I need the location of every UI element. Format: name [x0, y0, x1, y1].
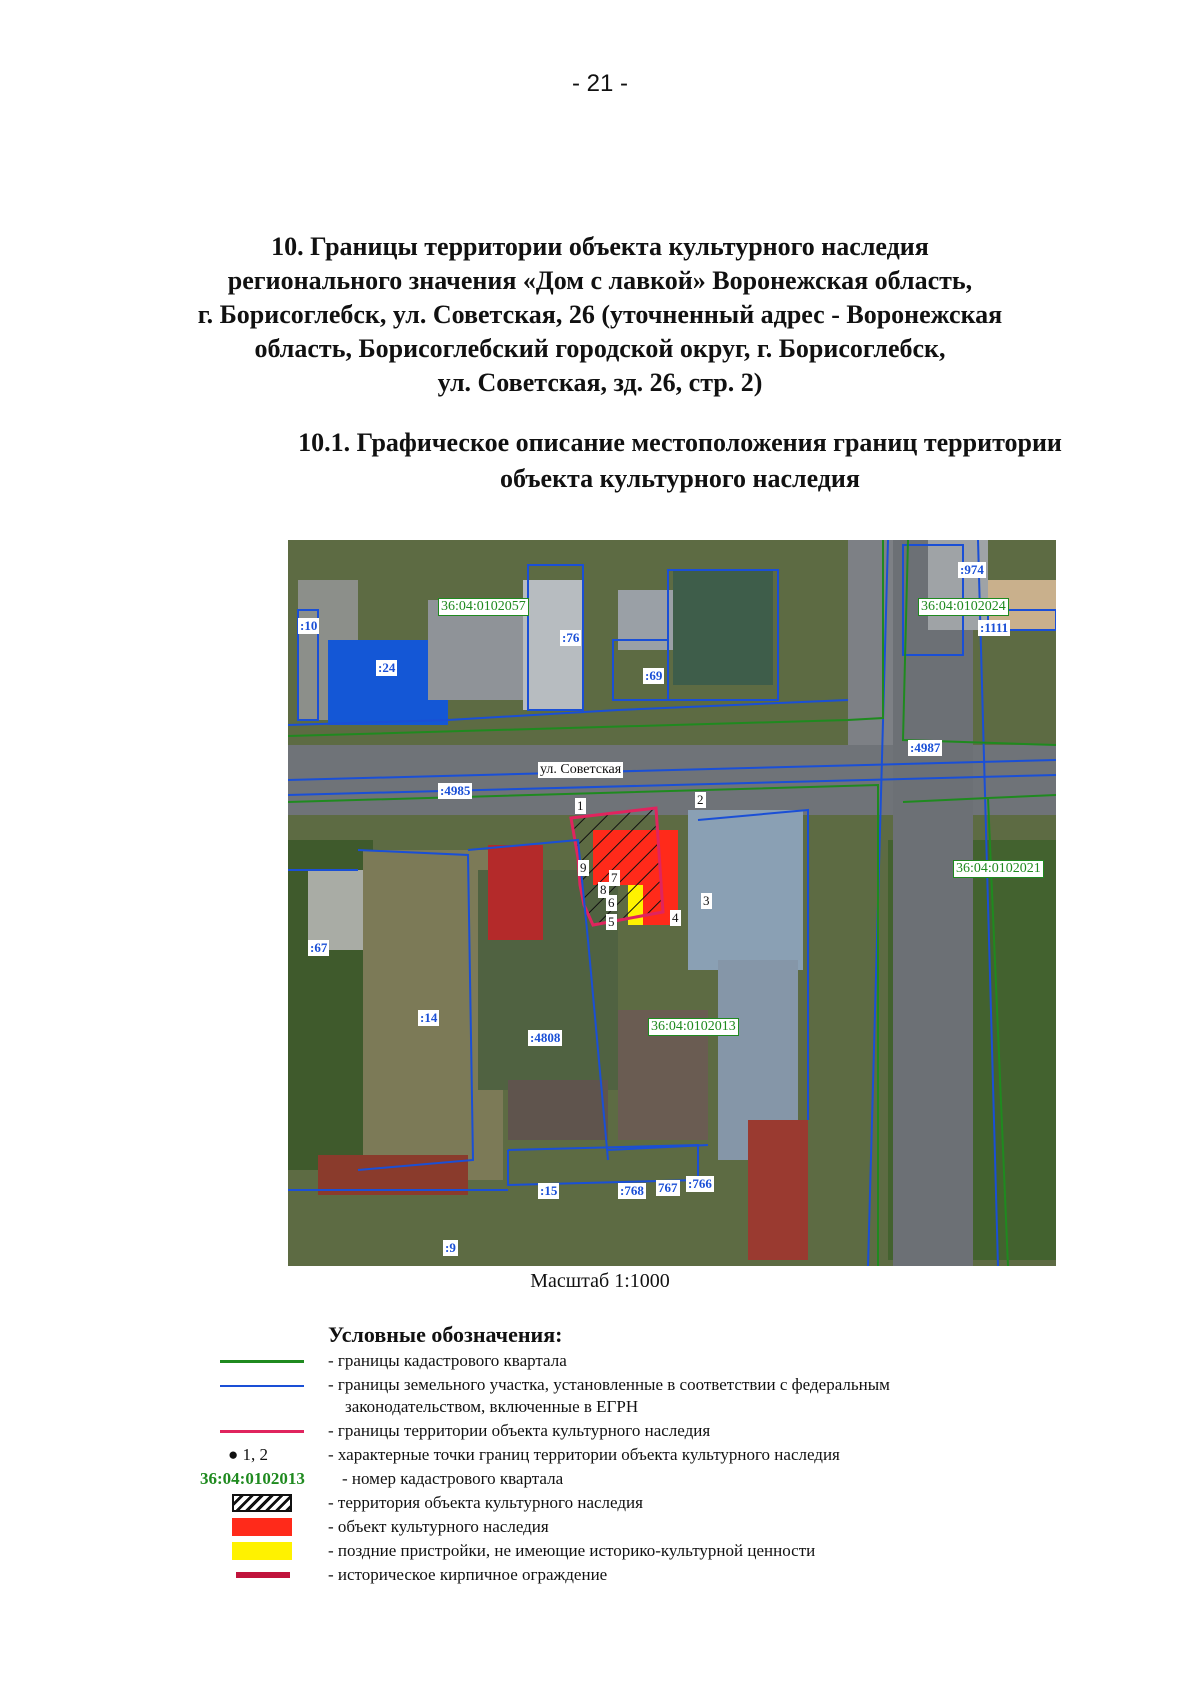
section-10-heading: [150, 230, 1050, 400]
hatch-box-icon: [232, 1494, 292, 1512]
point-label: 4: [672, 910, 679, 925]
legend-row-brick-fence: [170, 1564, 1070, 1586]
point-label: 5: [608, 914, 615, 929]
legend-text: - территория объекта культурного наследия: [328, 1493, 643, 1512]
heading-line: ул. Советская, зд. 26, стр. 2): [437, 368, 763, 397]
legend-title: Условные обозначения:: [328, 1322, 563, 1347]
parcel-label: :974: [960, 562, 984, 577]
heading-line: регионального значения «Дом с лавкой» Воронежская область,: [227, 266, 973, 295]
legend-symbol: [220, 1350, 304, 1372]
red-box-icon: [232, 1518, 292, 1536]
legend-row-quarter-boundary: [170, 1350, 1070, 1372]
building-red-roof: [488, 845, 543, 940]
legend-text-continued: законодательством, включенные в ЕГРН: [345, 1397, 639, 1416]
parcel-label: :4987: [910, 740, 941, 755]
legend-text: - поздние пристройки, не имеющие историко-культурной ценности: [328, 1541, 816, 1560]
parcel-label: :14: [420, 1010, 438, 1025]
building-green-roof: [673, 570, 773, 685]
legend-row-parcel-boundary: [170, 1374, 1070, 1416]
heading-line: г. Борисоглебск, ул. Советская, 26 (уточненный адрес - Воронежская: [197, 300, 1003, 329]
map-svg: [288, 540, 1056, 1266]
heading-line: 10. Границы территории объекта культурного наследия: [271, 232, 929, 261]
legend-text: - границы кадастрового квартала: [328, 1351, 567, 1370]
parcel-label: :9: [445, 1240, 456, 1255]
heading-line: область, Борисоглебский городской округ, г. Борисоглебск,: [254, 334, 946, 363]
heading-line: 10.1. Графическое описание местоположения границ территории: [298, 428, 1062, 457]
parcel-label: :24: [378, 660, 396, 675]
point-label: 3: [703, 893, 710, 908]
building: [508, 1080, 608, 1140]
green-line-icon: [220, 1360, 304, 1363]
legend-row-quarter-number: [170, 1468, 1070, 1490]
legend-symbol: [220, 1374, 304, 1396]
point-label: 8: [600, 882, 607, 897]
cadastral-map: [288, 540, 1056, 1266]
parcel-label: :67: [310, 940, 328, 955]
parcel-label: :1111: [980, 620, 1009, 635]
point-symbol-icon: ● 1, 2: [228, 1445, 269, 1464]
parcel-label: :4985: [440, 783, 471, 798]
legend-text: - границы земельного участка, установленные в соответствии с федеральным: [328, 1375, 890, 1394]
quarter-code-symbol: 36:04:0102013: [200, 1469, 305, 1488]
legend-row-heritage-object: [170, 1516, 1070, 1538]
legend-row-heritage-boundary: [170, 1420, 1070, 1442]
legend-row-heritage-territory: [170, 1492, 1070, 1514]
quarter-label: 36:04:0102024: [918, 598, 1009, 616]
parcel-label: :766: [688, 1176, 712, 1191]
point-label: 7: [611, 870, 618, 885]
legend-row-late-additions: [170, 1540, 1070, 1562]
quarter-label: 36:04:0102013: [648, 1018, 739, 1036]
building-red-roof: [748, 1120, 808, 1260]
building: [308, 870, 363, 950]
page-number: - 21 -: [571, 70, 628, 97]
parcel-label: :15: [540, 1183, 558, 1198]
heading-line: объекта культурного наследия: [500, 464, 860, 493]
building: [688, 810, 803, 970]
blue-line-icon: [220, 1385, 304, 1387]
parcel-label: :10: [300, 618, 318, 633]
parcel-label: :4808: [530, 1030, 561, 1045]
point-label: 2: [697, 792, 704, 807]
street-label: ул. Советская: [540, 762, 622, 777]
quarter-label: 36:04:0102021: [953, 860, 1044, 878]
point-label: 1: [577, 798, 584, 813]
quarter-label: 36:04:0102057: [438, 598, 529, 616]
legend-symbol: [220, 1420, 304, 1442]
parcel-label: :76: [562, 630, 580, 645]
parcel-label: :69: [645, 668, 663, 683]
point-label: 6: [608, 895, 615, 910]
parcel-label: :768: [620, 1183, 644, 1198]
parcel-label: 767: [658, 1180, 678, 1195]
legend-text: - объект культурного наследия: [328, 1517, 549, 1536]
legend-text: - границы территории объекта культурного наследия: [328, 1421, 711, 1440]
section-10-1-heading: [230, 425, 1130, 497]
legend-text: - историческое кирпичное ограждение: [328, 1565, 608, 1584]
map-scale: Масштаб 1:1000: [530, 1270, 670, 1292]
legend-text: - характерные точки границ территории объекта культурного наследия: [328, 1445, 840, 1464]
legend-row-characteristic-points: [170, 1444, 1070, 1466]
yellow-box-icon: [232, 1542, 292, 1560]
point-label: 9: [580, 860, 587, 875]
pink-line-icon: [220, 1430, 304, 1433]
red-bar-icon: [236, 1572, 290, 1578]
legend-text: - номер кадастрового квартала: [342, 1469, 564, 1488]
